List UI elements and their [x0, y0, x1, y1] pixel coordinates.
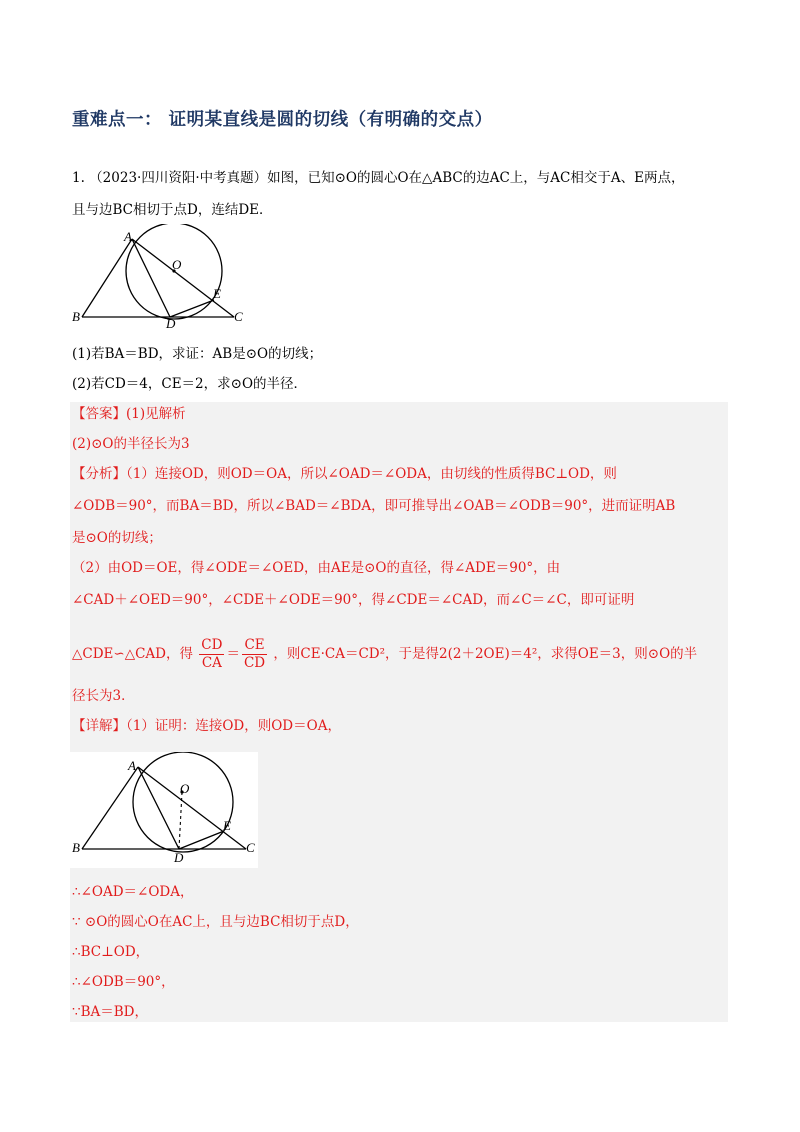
detail-step-4: ∴∠ODB＝90°， — [72, 974, 175, 990]
label-B: B — [72, 309, 80, 324]
label-A: A — [124, 229, 132, 244]
analysis-line-5: ∠CAD＋∠OED＝90°，∠CDE＋∠ODE＝90°，得∠CDE＝∠CAD，而∠C＝∠C，即可证明 — [72, 592, 635, 608]
detail-line-1: 【详解】（1）证明：连接OD，则OD＝OA， — [72, 718, 341, 734]
fraction-ce-cd — [242, 637, 267, 672]
label-C: C — [234, 309, 243, 324]
answer-line-1: 【答案】(1)见解析 — [72, 406, 186, 422]
label-D-2: D — [174, 850, 184, 865]
fraction-cd-ca-numerator: CD — [201, 637, 223, 653]
equals-sign: ＝ — [226, 646, 240, 662]
analysis-line-1: 【分析】（1）连接OD，则OD＝OA，所以∠OAD＝∠ODA，由切线的性质得BC⊥OD，则 — [72, 466, 617, 482]
detail-step-2: ∵ ⊙O的圆心O在AC上，且与边BC相切于点D， — [72, 914, 359, 930]
analysis-line-6 — [72, 636, 697, 672]
analysis-equation: ，则CE·CA＝CD²，于是得2(2＋2OE)＝4²，求得OE＝3，则⊙O的半 — [273, 646, 698, 662]
fraction-cd-ca — [199, 637, 224, 672]
question-line-2: 且与边BC相切于点D，连结DE． — [72, 202, 273, 218]
detail-step-5: ∵BA＝BD， — [72, 1004, 149, 1020]
analysis-similar-triangles: △CDE∽△CAD，得 — [72, 646, 193, 662]
label-E-2: E — [223, 818, 231, 833]
label-O: O — [172, 257, 182, 272]
label-C-2: C — [246, 840, 255, 855]
label-D: D — [166, 316, 176, 328]
fraction-cd-ca-denominator: CA — [201, 655, 222, 671]
question-line-1: 1. （2023·四川资阳·中考真题）如图，已知⊙O的圆心O在△ABC的边AC上，与AC相交于A、E两点， — [72, 170, 685, 186]
label-O-2: O — [180, 781, 190, 796]
analysis-line-4: （2）由OD＝OE，得∠ODE＝∠OED，由AE是⊙O的直径，得∠ADE＝90°，由 — [72, 560, 561, 576]
label-B-2: B — [72, 840, 80, 855]
label-E: E — [213, 286, 221, 301]
answer-line-2: (2)⊙O的半径长为3 — [72, 436, 190, 452]
question-part-1: (1)若BA＝BD，求证：AB是⊙O的切线； — [72, 346, 323, 362]
analysis-line-3: 是⊙O的切线； — [72, 530, 162, 546]
label-A-2: A — [128, 758, 136, 773]
geometry-figure-1 — [68, 224, 254, 328]
analysis-line-7: 径长为3． — [72, 688, 135, 704]
geometry-figure-2 — [68, 752, 264, 866]
question-part-2: (2)若CD＝4，CE＝2，求⊙O的半径． — [72, 376, 308, 392]
detail-step-3: ∴BC⊥OD， — [72, 944, 150, 960]
section-title: 重难点一： 证明某直线是圆的切线（有明确的交点） — [72, 110, 493, 130]
detail-step-1: ∴∠OAD＝∠ODA， — [72, 884, 194, 900]
fraction-ce-cd-denominator: CD — [243, 655, 266, 671]
fraction-ce-cd-numerator: CE — [242, 637, 267, 655]
analysis-line-2: ∠ODB＝90°，而BA＝BD，所以∠BAD＝∠BDA，即可推导出∠OAB＝∠ODB＝90°，进而证明AB — [72, 498, 676, 514]
